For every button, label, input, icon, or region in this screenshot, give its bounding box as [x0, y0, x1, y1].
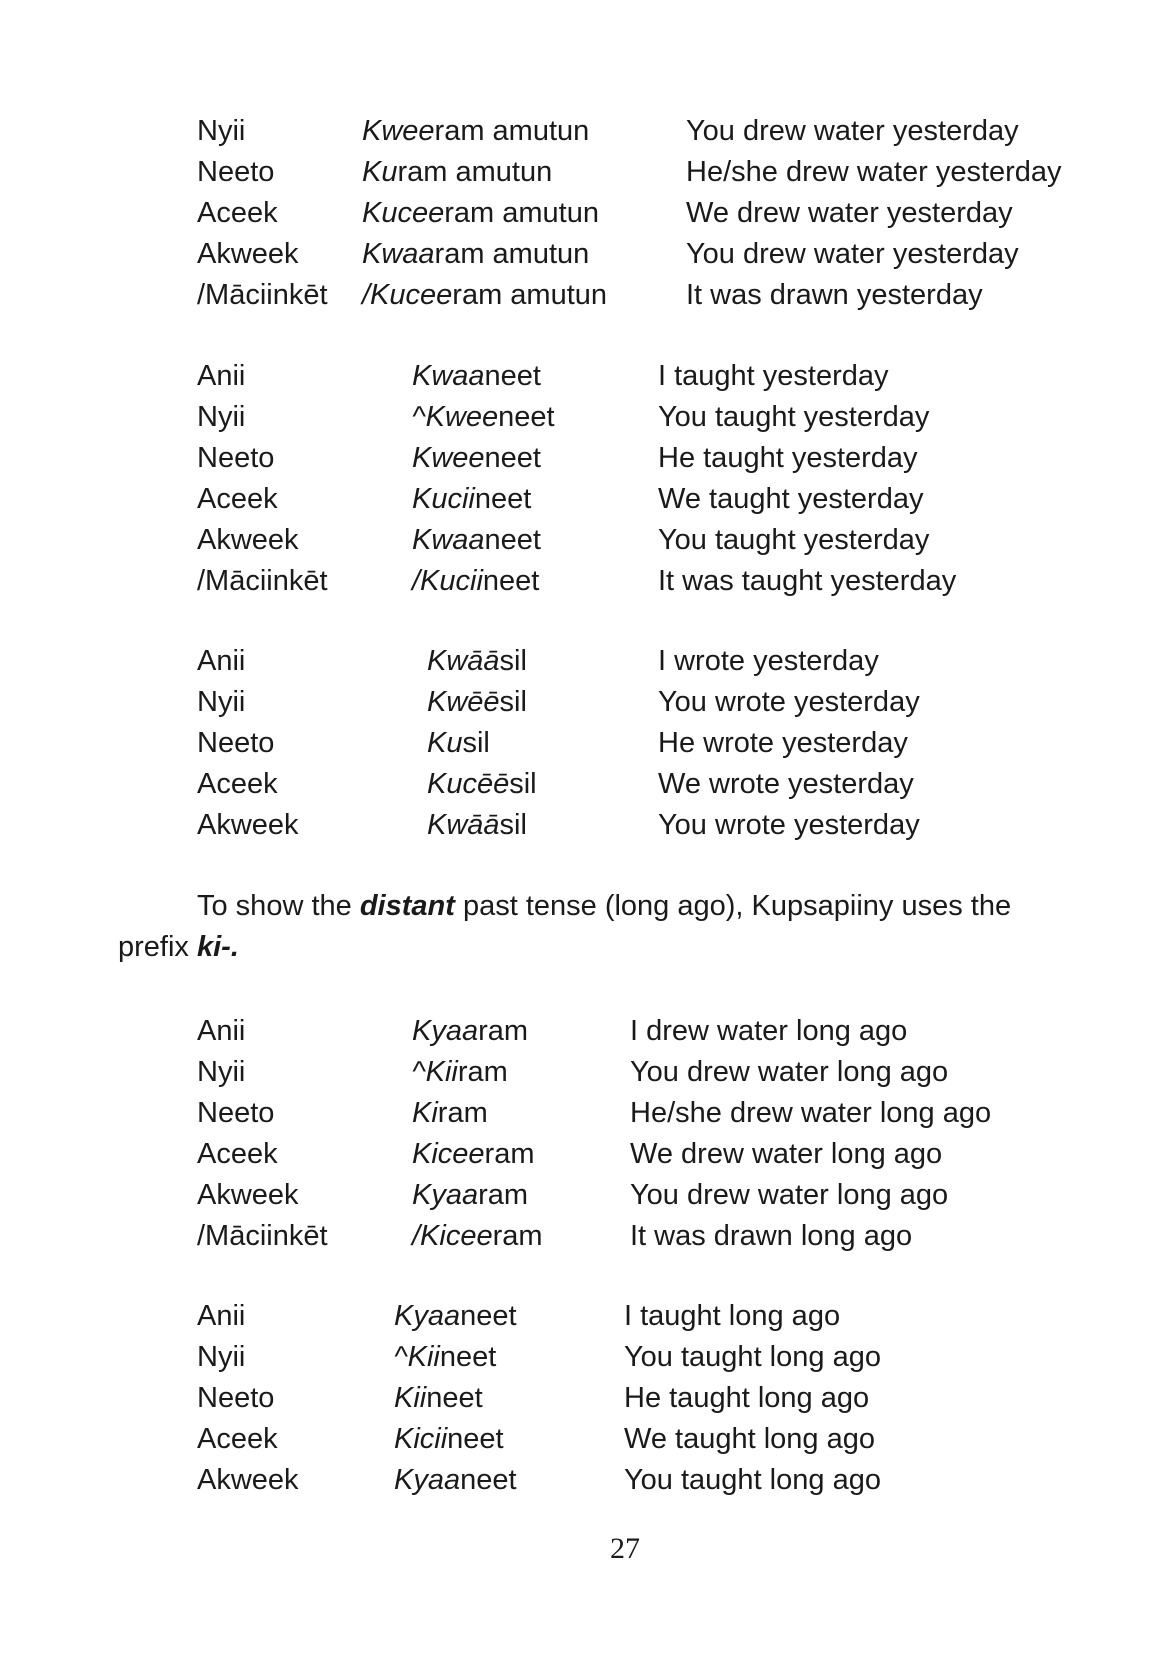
verb-form: [362, 111, 589, 152]
verb-suffix: neet: [482, 565, 540, 597]
pronoun: Anii: [197, 645, 246, 677]
table-row: [0, 1460, 1170, 1501]
verb-suffix: neet: [426, 1382, 483, 1414]
gloss: You drew water yesterday: [686, 238, 1019, 270]
verb-suffix: sil: [499, 809, 527, 841]
verb-suffix: sil: [462, 727, 490, 759]
verb-stem: Kyaa: [394, 1464, 461, 1496]
gloss: He/she drew water yesterday: [686, 156, 1062, 188]
verb-suffix: ram: [492, 1220, 543, 1252]
pronoun: Anii: [197, 1300, 246, 1332]
gloss: You taught yesterday: [658, 524, 930, 556]
table-row: [0, 111, 1170, 152]
gloss: You drew water long ago: [630, 1179, 949, 1211]
gloss: I taught yesterday: [658, 360, 889, 392]
paragraph-text-start: To show the: [197, 890, 360, 922]
verb-stem: Kwee: [412, 442, 485, 474]
pronoun: Anii: [197, 360, 246, 392]
pronoun: Aceek: [197, 1138, 278, 1170]
gloss: We drew water long ago: [630, 1138, 943, 1170]
table-row: [0, 356, 1170, 397]
pronoun: Aceek: [197, 197, 278, 229]
verb-stem: Kucii: [412, 483, 475, 515]
verb-stem: Ki: [412, 1097, 438, 1129]
table-row: [0, 682, 1170, 723]
emphasis-distant: distant: [359, 890, 455, 922]
verb-suffix: ram amutun: [444, 197, 599, 229]
table-row: [0, 1419, 1170, 1460]
verb-form: [427, 805, 527, 846]
gloss: He taught long ago: [624, 1382, 870, 1414]
verb-suffix: ram amutun: [434, 238, 590, 270]
pronoun: Aceek: [197, 768, 278, 800]
verb-suffix: ram: [478, 1015, 529, 1047]
verb-form: [394, 1460, 517, 1501]
verb-suffix: ram amutun: [452, 279, 608, 311]
verb-stem: Kicee: [412, 1138, 485, 1170]
verb-form: [394, 1419, 504, 1460]
verb-form: [412, 438, 541, 479]
verb-stem: Kwēē: [427, 686, 500, 718]
verb-suffix: ram amutun: [397, 156, 553, 188]
verb-form: [412, 561, 539, 602]
verb-form: [427, 682, 527, 723]
conjugation-table-wrote-yesterday: [0, 641, 1170, 846]
gloss: It was drawn long ago: [630, 1220, 913, 1252]
verb-form: [394, 1378, 483, 1419]
conjugation-table-drew-yesterday: [0, 111, 1170, 316]
verb-stem: Ku: [362, 156, 398, 188]
pronoun: Anii: [197, 1015, 246, 1047]
table-row: [0, 438, 1170, 479]
table-row: [0, 397, 1170, 438]
verb-form: [412, 1175, 528, 1216]
gloss: You taught long ago: [624, 1341, 881, 1373]
verb-stem: Kwaa: [412, 360, 485, 392]
verb-stem: Kicii: [394, 1423, 448, 1455]
verb-form: [412, 1216, 543, 1257]
pronoun: /Māciinkēt: [197, 565, 328, 597]
pronoun: Nyii: [197, 686, 246, 718]
verb-suffix: neet: [474, 483, 532, 515]
gloss: I taught long ago: [624, 1300, 841, 1332]
pronoun: Nyii: [197, 1341, 246, 1373]
verb-form: [427, 641, 527, 682]
verb-form: [412, 397, 555, 438]
verb-suffix: neet: [484, 360, 541, 392]
verb-form: [394, 1337, 496, 1378]
verb-form: [362, 234, 589, 275]
verb-form: [412, 479, 531, 520]
verb-suffix: ram: [478, 1179, 529, 1211]
gloss: We taught yesterday: [658, 483, 924, 515]
verb-stem: /Kucii: [412, 565, 483, 597]
table-row: [0, 479, 1170, 520]
table-row: [0, 275, 1170, 316]
gloss: I drew water long ago: [630, 1015, 908, 1047]
gloss: He/she drew water long ago: [630, 1097, 992, 1129]
conjugation-table-drew-long-ago: [0, 1011, 1170, 1257]
verb-suffix: ram amutun: [434, 115, 590, 147]
verb-suffix: sil: [499, 686, 527, 718]
table-row: [0, 561, 1170, 602]
verb-suffix: ram: [484, 1138, 535, 1170]
verb-stem: Kwāā: [427, 645, 500, 677]
table-row: [0, 1093, 1170, 1134]
pronoun: Akweek: [197, 1179, 299, 1211]
verb-stem: Kwee: [362, 115, 435, 147]
page-number: 27: [610, 1532, 640, 1565]
verb-stem: Kucee: [362, 197, 445, 229]
gloss: You drew water yesterday: [686, 115, 1019, 147]
verb-form: [362, 275, 607, 316]
pronoun: Akweek: [197, 809, 299, 841]
table-row: [0, 805, 1170, 846]
pronoun: Aceek: [197, 483, 278, 515]
pronoun: Nyii: [197, 115, 246, 147]
gloss: It was drawn yesterday: [686, 279, 983, 311]
table-row: [0, 152, 1170, 193]
pronoun: Neeto: [197, 442, 275, 474]
verb-suffix: ram: [437, 1097, 488, 1129]
verb-stem: Kwaa: [412, 524, 485, 556]
conjugation-table-taught-yesterday: [0, 356, 1170, 602]
pronoun: Nyii: [197, 401, 246, 433]
table-row: [0, 723, 1170, 764]
verb-suffix: sil: [499, 645, 527, 677]
verb-suffix: neet: [460, 1464, 517, 1496]
verb-stem: ^Kii: [412, 1056, 458, 1088]
gloss: You taught long ago: [624, 1464, 881, 1496]
explanation-paragraph: [118, 886, 1078, 968]
gloss: You wrote yesterday: [658, 686, 920, 718]
pronoun: /Māciinkēt: [197, 1220, 328, 1252]
conjugation-table-taught-long-ago: [0, 1296, 1170, 1501]
table-row: [0, 1216, 1170, 1257]
verb-stem: Kwaa: [362, 238, 435, 270]
verb-stem: ^Kwee: [412, 401, 499, 433]
table-row: [0, 641, 1170, 682]
gloss: We drew water yesterday: [686, 197, 1013, 229]
verb-form: [412, 520, 541, 561]
table-row: [0, 1175, 1170, 1216]
table-row: [0, 1011, 1170, 1052]
verb-suffix: neet: [439, 1341, 497, 1373]
gloss: You drew water long ago: [630, 1056, 949, 1088]
gloss: I wrote yesterday: [658, 645, 879, 677]
verb-suffix: neet: [484, 442, 541, 474]
verb-stem: Kucēē: [427, 768, 510, 800]
verb-suffix: neet: [498, 401, 555, 433]
verb-stem: Kyaa: [394, 1300, 461, 1332]
gloss: You wrote yesterday: [658, 809, 920, 841]
verb-form: [427, 723, 490, 764]
verb-form: [412, 1134, 535, 1175]
table-row: [0, 520, 1170, 561]
pronoun: Neeto: [197, 1097, 275, 1129]
paragraph-text-middle: past tense (long ago), Kupsapiiny uses the prefix: [118, 890, 1012, 963]
verb-form: [412, 1093, 488, 1134]
verb-form: [427, 764, 537, 805]
verb-suffix: ram: [457, 1056, 508, 1088]
pronoun: Akweek: [197, 524, 299, 556]
verb-suffix: neet: [447, 1423, 504, 1455]
pronoun: Aceek: [197, 1423, 278, 1455]
table-row: [0, 1337, 1170, 1378]
verb-stem: Kii: [394, 1382, 427, 1414]
verb-suffix: neet: [460, 1300, 517, 1332]
gloss: We taught long ago: [624, 1423, 875, 1455]
verb-form: [362, 152, 552, 193]
gloss: It was taught yesterday: [658, 565, 957, 597]
verb-form: [412, 1011, 528, 1052]
verb-suffix: neet: [484, 524, 541, 556]
gloss: We wrote yesterday: [658, 768, 914, 800]
pronoun: Nyii: [197, 1056, 246, 1088]
verb-stem: Kyaa: [412, 1015, 479, 1047]
table-row: [0, 1052, 1170, 1093]
verb-form: [412, 356, 541, 397]
table-row: [0, 1134, 1170, 1175]
table-row: [0, 1296, 1170, 1337]
verb-stem: Ku: [427, 727, 463, 759]
prefix-ki: ki-.: [196, 931, 239, 963]
verb-stem: Kwāā: [427, 809, 500, 841]
pronoun: Neeto: [197, 156, 275, 188]
pronoun: Akweek: [197, 1464, 299, 1496]
verb-stem: /Kucee: [362, 279, 453, 311]
pronoun: Neeto: [197, 727, 275, 759]
verb-form: [412, 1052, 508, 1093]
table-row: [0, 1378, 1170, 1419]
verb-form: [362, 193, 599, 234]
verb-stem: ^Kii: [394, 1341, 440, 1373]
pronoun: Neeto: [197, 1382, 275, 1414]
table-row: [0, 764, 1170, 805]
gloss: He wrote yesterday: [658, 727, 908, 759]
gloss: He taught yesterday: [658, 442, 918, 474]
table-row: [0, 193, 1170, 234]
verb-suffix: sil: [509, 768, 537, 800]
verb-stem: /Kicee: [412, 1220, 493, 1252]
gloss: You taught yesterday: [658, 401, 930, 433]
verb-stem: Kyaa: [412, 1179, 479, 1211]
table-row: [0, 234, 1170, 275]
pronoun: Akweek: [197, 238, 299, 270]
verb-form: [394, 1296, 517, 1337]
pronoun: /Māciinkēt: [197, 279, 328, 311]
